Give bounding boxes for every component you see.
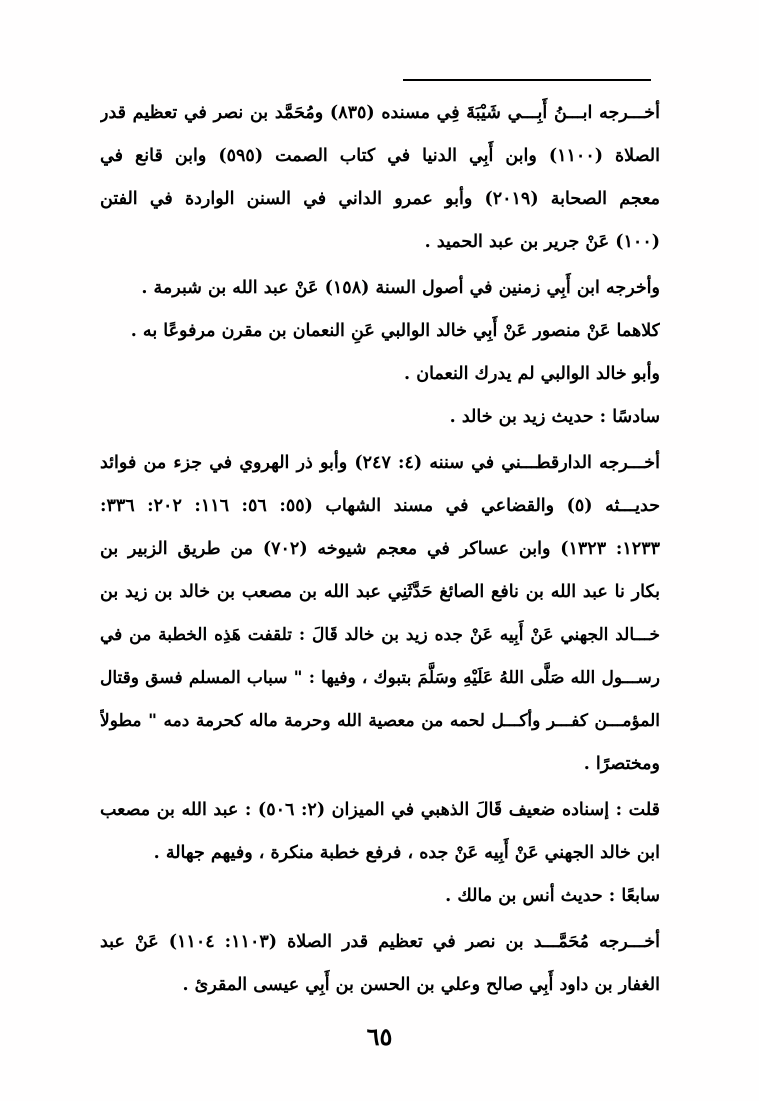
text-line: (١٠٠) عَنْ جرير بن عبد الحميد .	[424, 232, 660, 252]
text-line: كلاهما عَنْ منصور عَنْ أَبِي خالد الوالبي عَنِ النعمان بن مقرن مرفوعًا به .	[130, 321, 660, 341]
text-line: وأخرجه ابن أَبِي زمنين في أصول السنة (١٥٨) عَنْ عبد الله بن شبرمة .	[141, 278, 660, 298]
section-heading: سادسًا : حديث زيد بن خالد .	[449, 407, 660, 427]
text-line: معجم الصحابة (٢٠١٩) وأبو عمرو الداني في السنن الواردة في الفتن	[100, 189, 660, 209]
text-line: وأبو خالد الوالبي لم يدرك النعمان .	[404, 364, 660, 384]
text-line: بكار نا عبد الله بن نافع الصائغ حَدَّثَنِي عبد الله بن مصعب بن خالد بن زيد بن	[100, 582, 660, 602]
text-line: قلت : إسناده ضعيف قَالَ الذهبي في الميزان (٢: ٥٠٦) : عبد الله بن مصعب	[100, 800, 660, 820]
footnote-separator-rule	[403, 79, 651, 81]
text-line: الصلاة (١١٠٠) وابن أَبِي الدنيا في كتاب الصمت (٥٩٥) وابن قانع في	[100, 146, 660, 166]
text-line: ومختصرًا .	[583, 754, 660, 774]
text-line: المؤمـــن كفـــر وأكـــل لحمه من معصية الله وحرمة ماله كحرمة دمه " مطولاً	[100, 711, 660, 731]
text-line: ١٢٣٣: ١٣٢٣) وابن عساكر في معجم شيوخه (٧٠٢) من طريق الزبير بن	[100, 539, 660, 559]
text-line: أخـــرجه مُحَمَّـــد بن نصر في تعظيم قدر الصلاة (١١٠٣: ١١٠٤) عَنْ عبد	[100, 932, 660, 952]
text-line: خـــالد الجهني عَنْ أَبِيه عَنْ جده زيد بن خالد قَالَ : تلقفت هَذِه الخطبة من في	[100, 625, 660, 645]
page-number: ٦٥	[366, 1022, 393, 1051]
text-line: أخـــرجه ابـــنُ أَبِـــي شَيْبَةَ فِي مسنده (٨٣٥) ومُحَمَّد بن نصر في تعظيم قدر	[100, 103, 660, 123]
text-line: حديـــثه (٥) والقضاعي في مسند الشهاب (٥٥: ٥٦: ١١٦: ٢٠٢: ٣٣٦:	[100, 496, 660, 516]
page-body-text	[100, 92, 660, 1007]
section-heading: سابعًا : حديث أنس بن مالك .	[445, 886, 660, 906]
text-line: رســـول الله صَلَّى اللهُ عَلَيْهِ وسَلَّمَ بتبوك ، وفيها : " سباب المسلم فسق وقتال	[100, 668, 660, 688]
text-line: ابن خالد الجهني عَنْ أَبِيه عَنْ جده ، فرفع خطبة منكرة ، وفيهم جهالة .	[153, 843, 660, 863]
text-line: أخـــرجه الدارقطـــني في سننه (٤: ٢٤٧) وأبو ذر الهروي في جزء من فوائد	[100, 453, 660, 473]
text-line: الغفار بن داود أَبِي صالح وعلي بن الحسن بن أَبِي عيسى المقرئ .	[182, 975, 660, 995]
